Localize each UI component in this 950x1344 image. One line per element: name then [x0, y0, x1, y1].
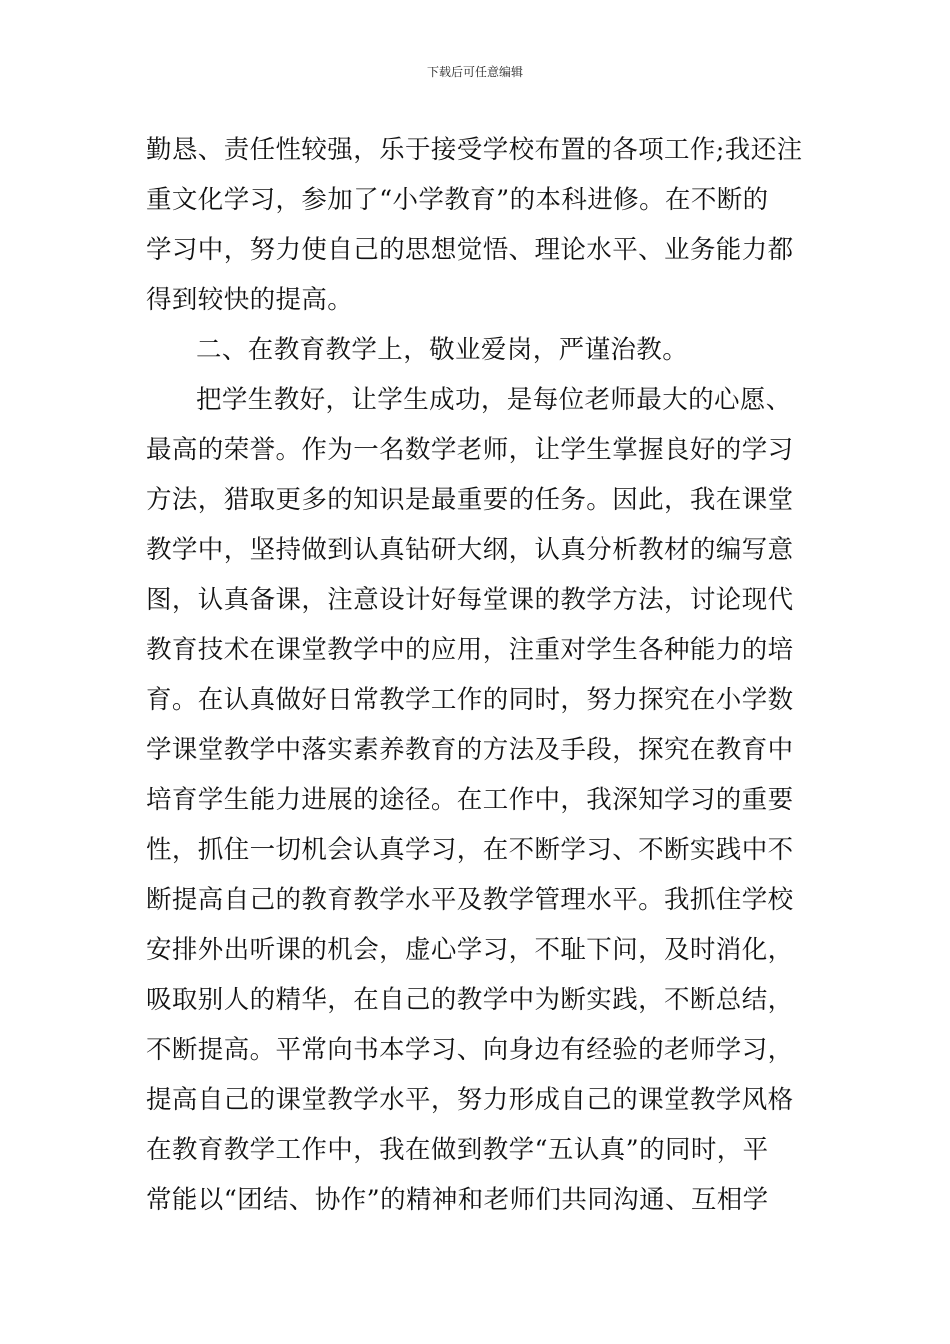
text-line: 学习中，努力使自己的思想觉悟、理论水平、业务能力都	[146, 235, 794, 265]
body-text	[146, 125, 816, 1225]
text-line: 培育学生能力进展的途径。在工作中，我深知学习的重要	[146, 785, 794, 815]
text-line: 图，认真备课，注意设计好每堂课的教学方法，讨论现代	[146, 585, 794, 615]
text-line: 方法，猎取更多的知识是最重要的任务。因此，我在课堂	[146, 485, 794, 515]
text-line: 教学中，坚持做到认真钻研大纲，认真分析教材的编写意	[146, 535, 794, 565]
text-line: 吸取别人的精华，在自己的教学中为断实践，不断总结，	[146, 985, 794, 1015]
text-line: 育。在认真做好日常教学工作的同时，努力探究在小学数	[146, 685, 794, 715]
text-line: 安排外出听课的机会，虚心学习，不耻下问，及时消化，	[146, 935, 794, 965]
text-line: 教育技术在课堂教学中的应用，注重对学生各种能力的培	[146, 635, 794, 665]
text-line: 得到较快的提高。	[146, 285, 354, 315]
text-line: 勤恳、责任性较强，乐于接受学校布置的各项工作;我还注	[146, 135, 803, 165]
text-line: 提高自己的课堂教学水平，努力形成自己的课堂教学风格	[146, 1085, 794, 1115]
text-line: 学课堂教学中落实素养教育的方法及手段，探究在教育中	[146, 735, 794, 765]
text-line: 断提高自己的教育教学水平及教学管理水平。我抓住学校	[146, 885, 794, 915]
section-heading: 二、在教育教学上，敬业爱岗，严谨治教。	[196, 335, 689, 365]
page-header: 下载后可任意编辑	[426, 65, 523, 79]
text-line: 重文化学习，参加了“小学教育”的本科进修。在不断的	[146, 185, 769, 215]
text-line: 不断提高。平常向书本学习、向身边有经验的老师学习，	[146, 1035, 794, 1065]
text-line: 在教育教学工作中，我在做到教学“五认真”的同时，平	[146, 1135, 769, 1165]
text-line: 最高的荣誉。作为一名数学老师，让学生掌握良好的学习	[146, 435, 794, 465]
text-line: 把学生教好，让学生成功，是每位老师最大的心愿、	[196, 385, 792, 415]
text-line: 常能以“团结、协作”的精神和老师们共同沟通、互相学	[146, 1185, 769, 1215]
text-line: 性，抓住一切机会认真学习，在不断学习、不断实践中不	[146, 835, 794, 865]
